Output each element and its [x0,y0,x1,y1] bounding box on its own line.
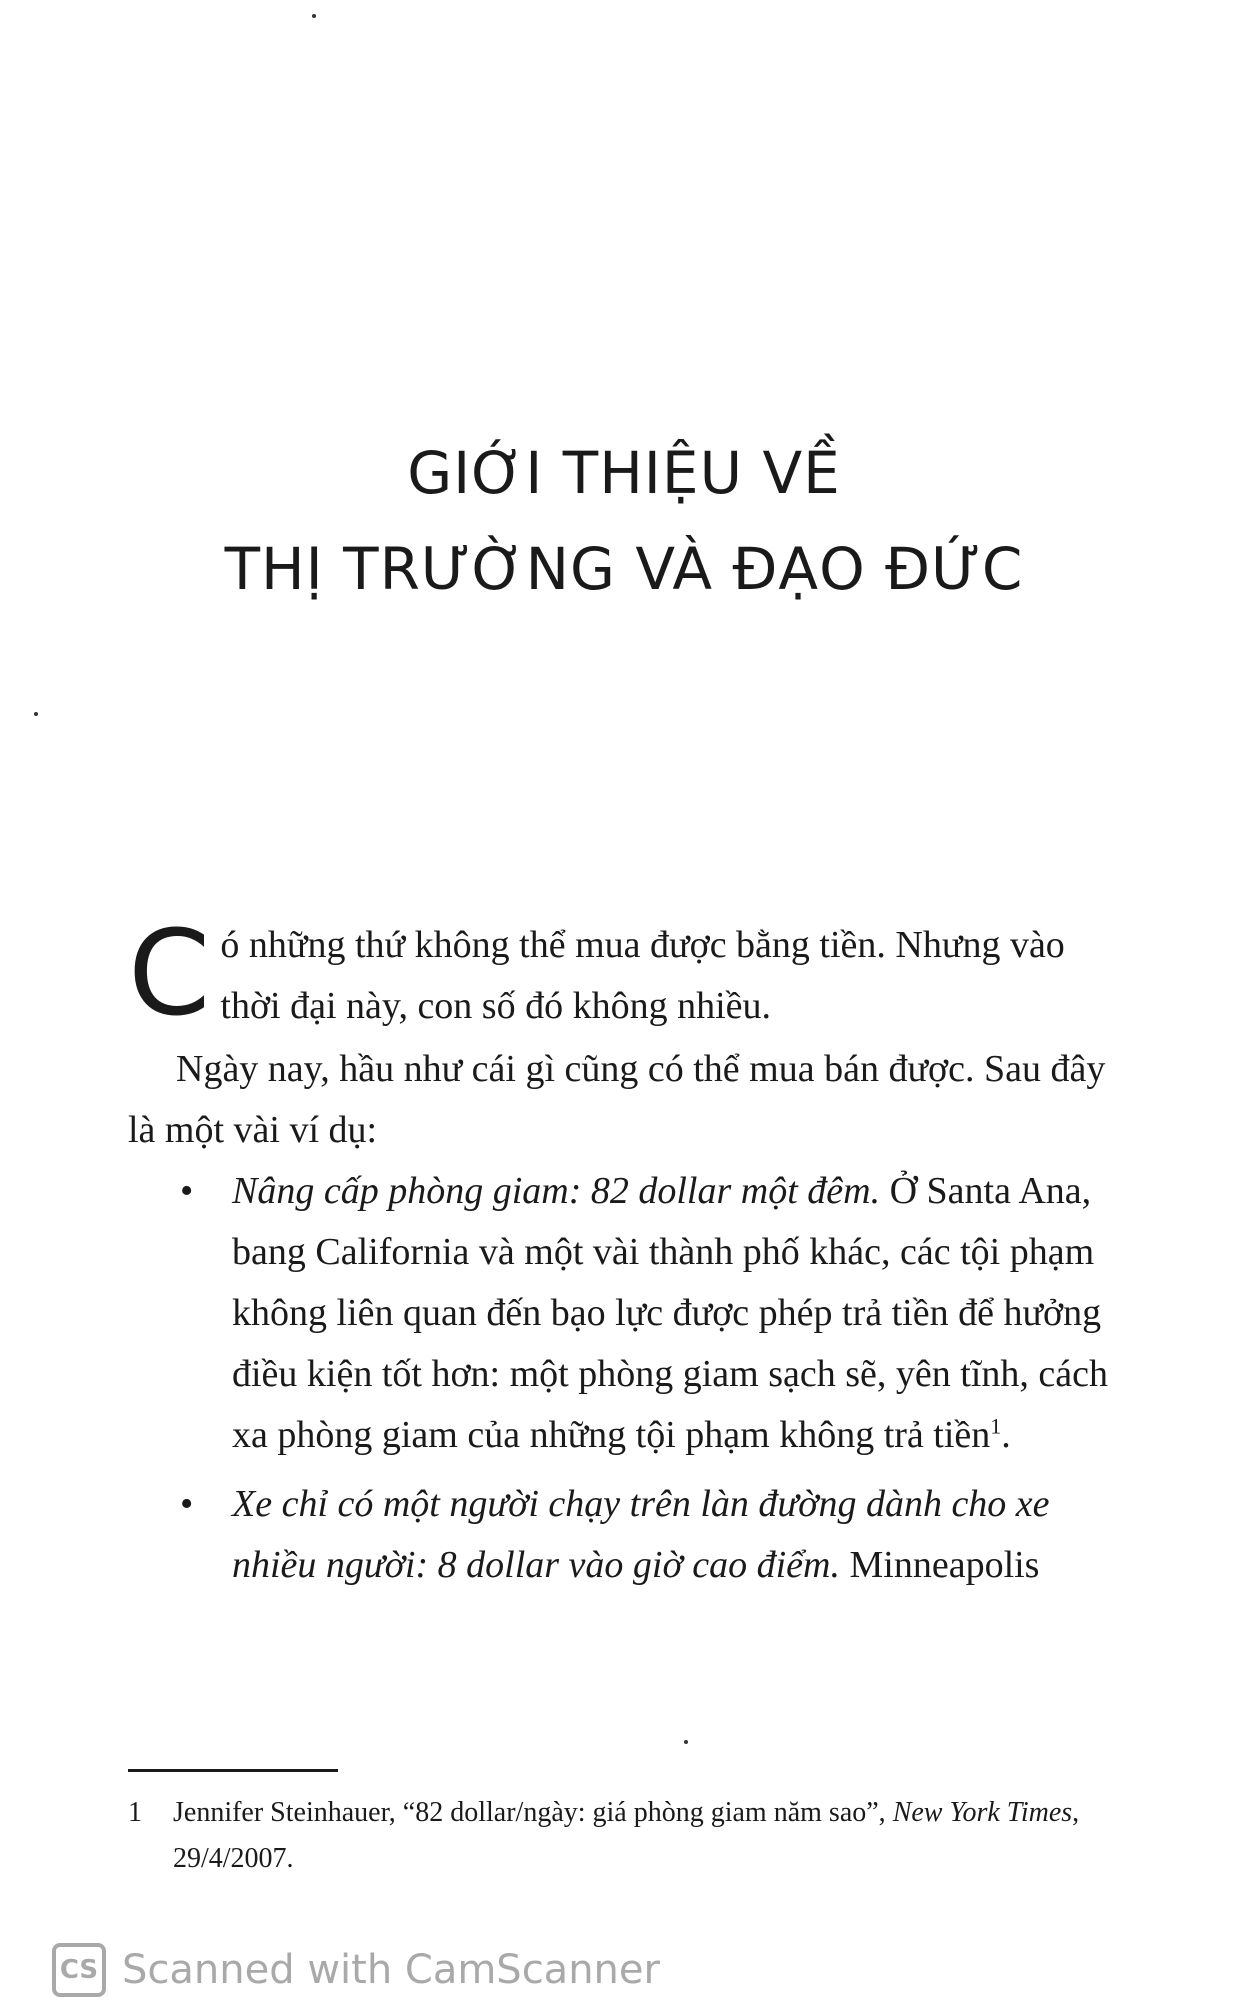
drop-cap: C [128,904,211,1042]
chapter-title [0,425,1248,617]
footnote-source: New York Times [892,1797,1073,1828]
footnote-number: 1 [128,1797,142,1828]
chapter-title-line-2: THỊ TRƯỜNG VÀ ĐẠO ĐỨC [224,535,1024,603]
footnote-citation: Jennifer Steinhauer, “82 dollar/ngày: giá phòng giam năm sao”, [173,1797,893,1828]
list-item [128,1474,1124,1596]
example-end: . [1001,1414,1011,1456]
opening-paragraph-text: ó những thứ không thể mua được bằng tiền. Nhưng vào thời đại này, con số đó không nhiều. [220,924,1065,1027]
example-text: Minneapolis [839,1544,1040,1586]
footnote-divider [128,1769,338,1772]
list-item [128,1161,1124,1466]
bullet-icon: • [180,1170,194,1212]
examples-list [128,1161,1124,1596]
scan-speck [684,1740,688,1744]
example-heading: Nâng cấp phòng giam: 82 dollar một đêm. [232,1170,881,1212]
scan-speck [312,14,316,18]
footnote-ref: 1 [990,1413,1002,1439]
footnote [128,1790,1124,1882]
body-text [128,904,1124,1596]
opening-paragraph [128,904,1124,1042]
footnote-date: , 29/4/2007. [173,1797,1080,1874]
scan-speck [34,712,38,716]
example-heading: Xe chỉ có một người chạy trên làn đường dành cho xe nhiều người: 8 dollar vào giờ cao điểm. [232,1483,1050,1586]
bullet-icon: • [180,1483,194,1525]
camscanner-watermark [52,1940,660,2000]
camscanner-logo-icon: CS [52,1943,106,1997]
example-text: Ở Santa Ana, bang California và một vài thành phố khác, các tội phạm không liên quan đến bạo lực được phép trả tiền để hưởng điều kiện tốt hơn: một phòng giam sạch sẽ, yên tĩnh, cách xa phòng giam của những tội phạm không trả tiền [232,1170,1108,1456]
watermark-text: Scanned with CamScanner [122,1947,660,1993]
chapter-title-line-1: GIỚI THIỆU VỀ [407,439,841,507]
footnote-text [128,1790,1124,1882]
second-paragraph: Ngày nay, hầu như cái gì cũng có thể mua bán được. Sau đây là một vài ví dụ: [128,1048,1106,1151]
